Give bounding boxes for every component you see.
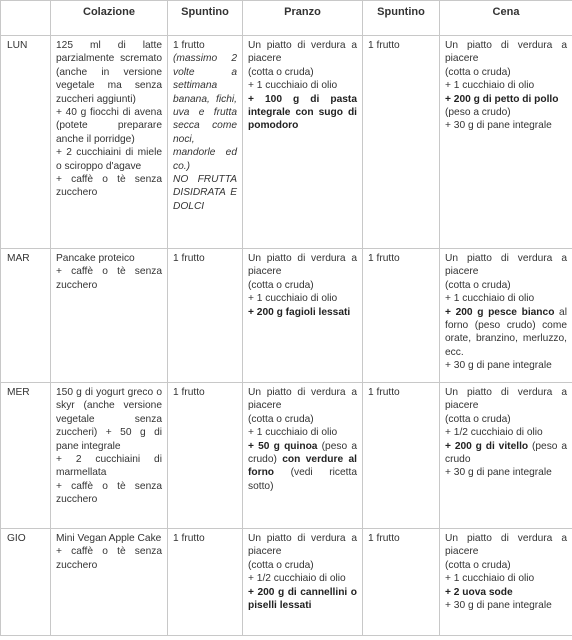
cena-line: (cotta o cruda) xyxy=(445,559,511,571)
cena-line: + 30 g di pane integrale xyxy=(445,467,552,479)
cena-cell xyxy=(440,383,572,529)
pranzo-line: Un piatto di verdura a piacere xyxy=(248,533,357,558)
cena-main: + 200 g di vitello xyxy=(445,440,529,452)
pranzo-line: Un piatto di verdura a piacere xyxy=(248,387,357,412)
pranzo-main-line xyxy=(248,440,357,494)
pranzo-line: + 1 cucchiaio di olio xyxy=(248,80,338,92)
spuntino-1-cell xyxy=(168,36,243,249)
cena-line: + 1 cucchiaio di olio xyxy=(445,293,535,305)
header-cena: Cena xyxy=(440,1,572,36)
pranzo-main: + 50 g quinoa xyxy=(248,440,318,452)
pranzo-main: + 200 g fagioli lessati xyxy=(248,306,351,318)
cena-line: Un piatto di verdura a piacere xyxy=(445,253,567,278)
pranzo-line: + 1/2 cucchiaio di olio xyxy=(248,573,346,585)
pranzo-main: + 100 g di pasta integrale con sugo di pomodoro xyxy=(248,93,357,132)
colazione-line: + caffè o tè senza zucchero xyxy=(56,480,162,506)
pranzo-line: Un piatto di verdura a piacere xyxy=(248,253,357,278)
cena-line: + 30 g di pane integrale xyxy=(445,120,552,132)
colazione-line: + caffè o tè senza zucchero xyxy=(56,174,162,199)
pranzo-cell xyxy=(243,529,363,636)
day-label: MAR xyxy=(1,249,51,383)
colazione-line: + caffè o tè senza zucchero xyxy=(56,266,162,291)
cena-line: (cotta o cruda) xyxy=(445,279,511,291)
colazione-cell xyxy=(51,36,168,249)
colazione-line: Pancake proteico xyxy=(56,253,135,264)
pranzo-line: (cotta o cruda) xyxy=(248,559,314,571)
cena-main-line xyxy=(445,440,567,467)
header-spuntino-1: Spuntino xyxy=(168,1,243,36)
cena-main-detail: al forno (peso crudo) come orate, branzino, merluzzo, ecc. xyxy=(445,306,567,358)
spuntino-2-cell: 1 frutto xyxy=(363,383,440,529)
spuntino-2-cell: 1 frutto xyxy=(363,529,440,636)
day-label: GIO xyxy=(1,529,51,636)
cena-line: Un piatto di verdura a piacere xyxy=(445,533,567,558)
spuntino-1-cell: 1 frutto xyxy=(168,529,243,636)
pranzo-cell xyxy=(243,249,363,383)
pranzo-main-detail: (peso a crudo) xyxy=(248,440,357,466)
pranzo-line: (cotta o cruda) xyxy=(248,413,314,425)
colazione-line: 150 g di yogurt greco o skyr (anche versione vegetale senza zuccheri) + 50 g di pane integrale xyxy=(56,387,162,452)
pranzo-line: (cotta o cruda) xyxy=(248,66,314,78)
header-spuntino-2: Spuntino xyxy=(363,1,440,36)
table-row xyxy=(1,249,572,383)
pranzo-main: + 200 g di cannellini o piselli lessati xyxy=(248,586,357,612)
cena-cell xyxy=(440,529,572,636)
table-row xyxy=(1,36,572,249)
spuntino-2-cell: 1 frutto xyxy=(363,249,440,383)
pranzo-cell xyxy=(243,36,363,249)
spuntino-1-cell: 1 frutto xyxy=(168,383,243,529)
cena-main-line xyxy=(445,306,567,360)
cena-cell xyxy=(440,249,572,383)
cena-line: + 30 g di pane integrale xyxy=(445,600,552,612)
colazione-line: + 2 cucchiaini di miele o sciroppo d'agave xyxy=(56,147,162,172)
spuntino-note: (massimo 2 volte a settimana banana, fichi, uva e frutta secca come noci, mandorle ed co.) xyxy=(173,53,237,172)
spuntino-1-cell: 1 frutto xyxy=(168,249,243,383)
pranzo-note: (vedi ricetta sotto) xyxy=(248,467,357,492)
day-label: LUN xyxy=(1,36,51,249)
cena-main: + 2 uova sode xyxy=(445,586,513,598)
cena-line: (cotta o cruda) xyxy=(445,66,511,78)
cena-line: + 1 cucchiaio di olio xyxy=(445,80,535,92)
cena-line: + 30 g di pane integrale xyxy=(445,360,552,372)
header-colazione: Colazione xyxy=(51,1,168,36)
spuntino-warning: NO FRUTTA DISIDRATA E DOLCI xyxy=(173,174,237,212)
pranzo-line: + 1 cucchiaio di olio xyxy=(248,427,338,439)
cena-main: + 200 g di petto di pollo xyxy=(445,93,559,105)
colazione-line: 125 ml di latte parzialmente scremato (anche in versione vegetale ma senza zuccheri aggiunti) xyxy=(56,40,162,105)
colazione-line: + 2 cucchiaini di marmellata xyxy=(56,454,162,479)
colazione-cell xyxy=(51,249,168,383)
cena-cell xyxy=(440,36,572,249)
cena-line: (peso a crudo) xyxy=(445,107,511,119)
pranzo-line: (cotta o cruda) xyxy=(248,279,314,291)
pranzo-line: + 1 cucchiaio di olio xyxy=(248,293,338,305)
pranzo-cell xyxy=(243,383,363,529)
day-label: MER xyxy=(1,383,51,529)
cena-line: + 1 cucchiaio di olio xyxy=(445,573,535,585)
header-day xyxy=(1,1,51,36)
colazione-cell xyxy=(51,529,168,636)
spuntino-text: 1 frutto xyxy=(173,40,205,51)
table-row xyxy=(1,529,572,636)
header-row xyxy=(1,1,572,36)
colazione-line: Mini Vegan Apple Cake xyxy=(56,533,162,544)
spuntino-2-cell: 1 frutto xyxy=(363,36,440,249)
cena-main-detail: (peso a crudo xyxy=(445,440,568,466)
cena-main: + 200 g pesce bianco xyxy=(445,306,555,318)
colazione-line: + caffè o tè senza zucchero xyxy=(56,546,162,571)
colazione-line: + 40 g fiocchi di avena (potete preparare anche il porridge) xyxy=(56,107,162,145)
pranzo-side: con verdure al forno xyxy=(248,454,357,479)
header-pranzo: Pranzo xyxy=(243,1,363,36)
colazione-cell xyxy=(51,383,168,529)
cena-line: Un piatto di verdura a piacere xyxy=(445,40,567,65)
pranzo-line: Un piatto di verdura a piacere xyxy=(248,40,357,65)
cena-line: + 1/2 cucchiaio di olio xyxy=(445,427,543,439)
table-row xyxy=(1,383,572,529)
cena-line: Un piatto di verdura a piacere xyxy=(445,387,567,412)
cena-line: (cotta o cruda) xyxy=(445,413,511,425)
